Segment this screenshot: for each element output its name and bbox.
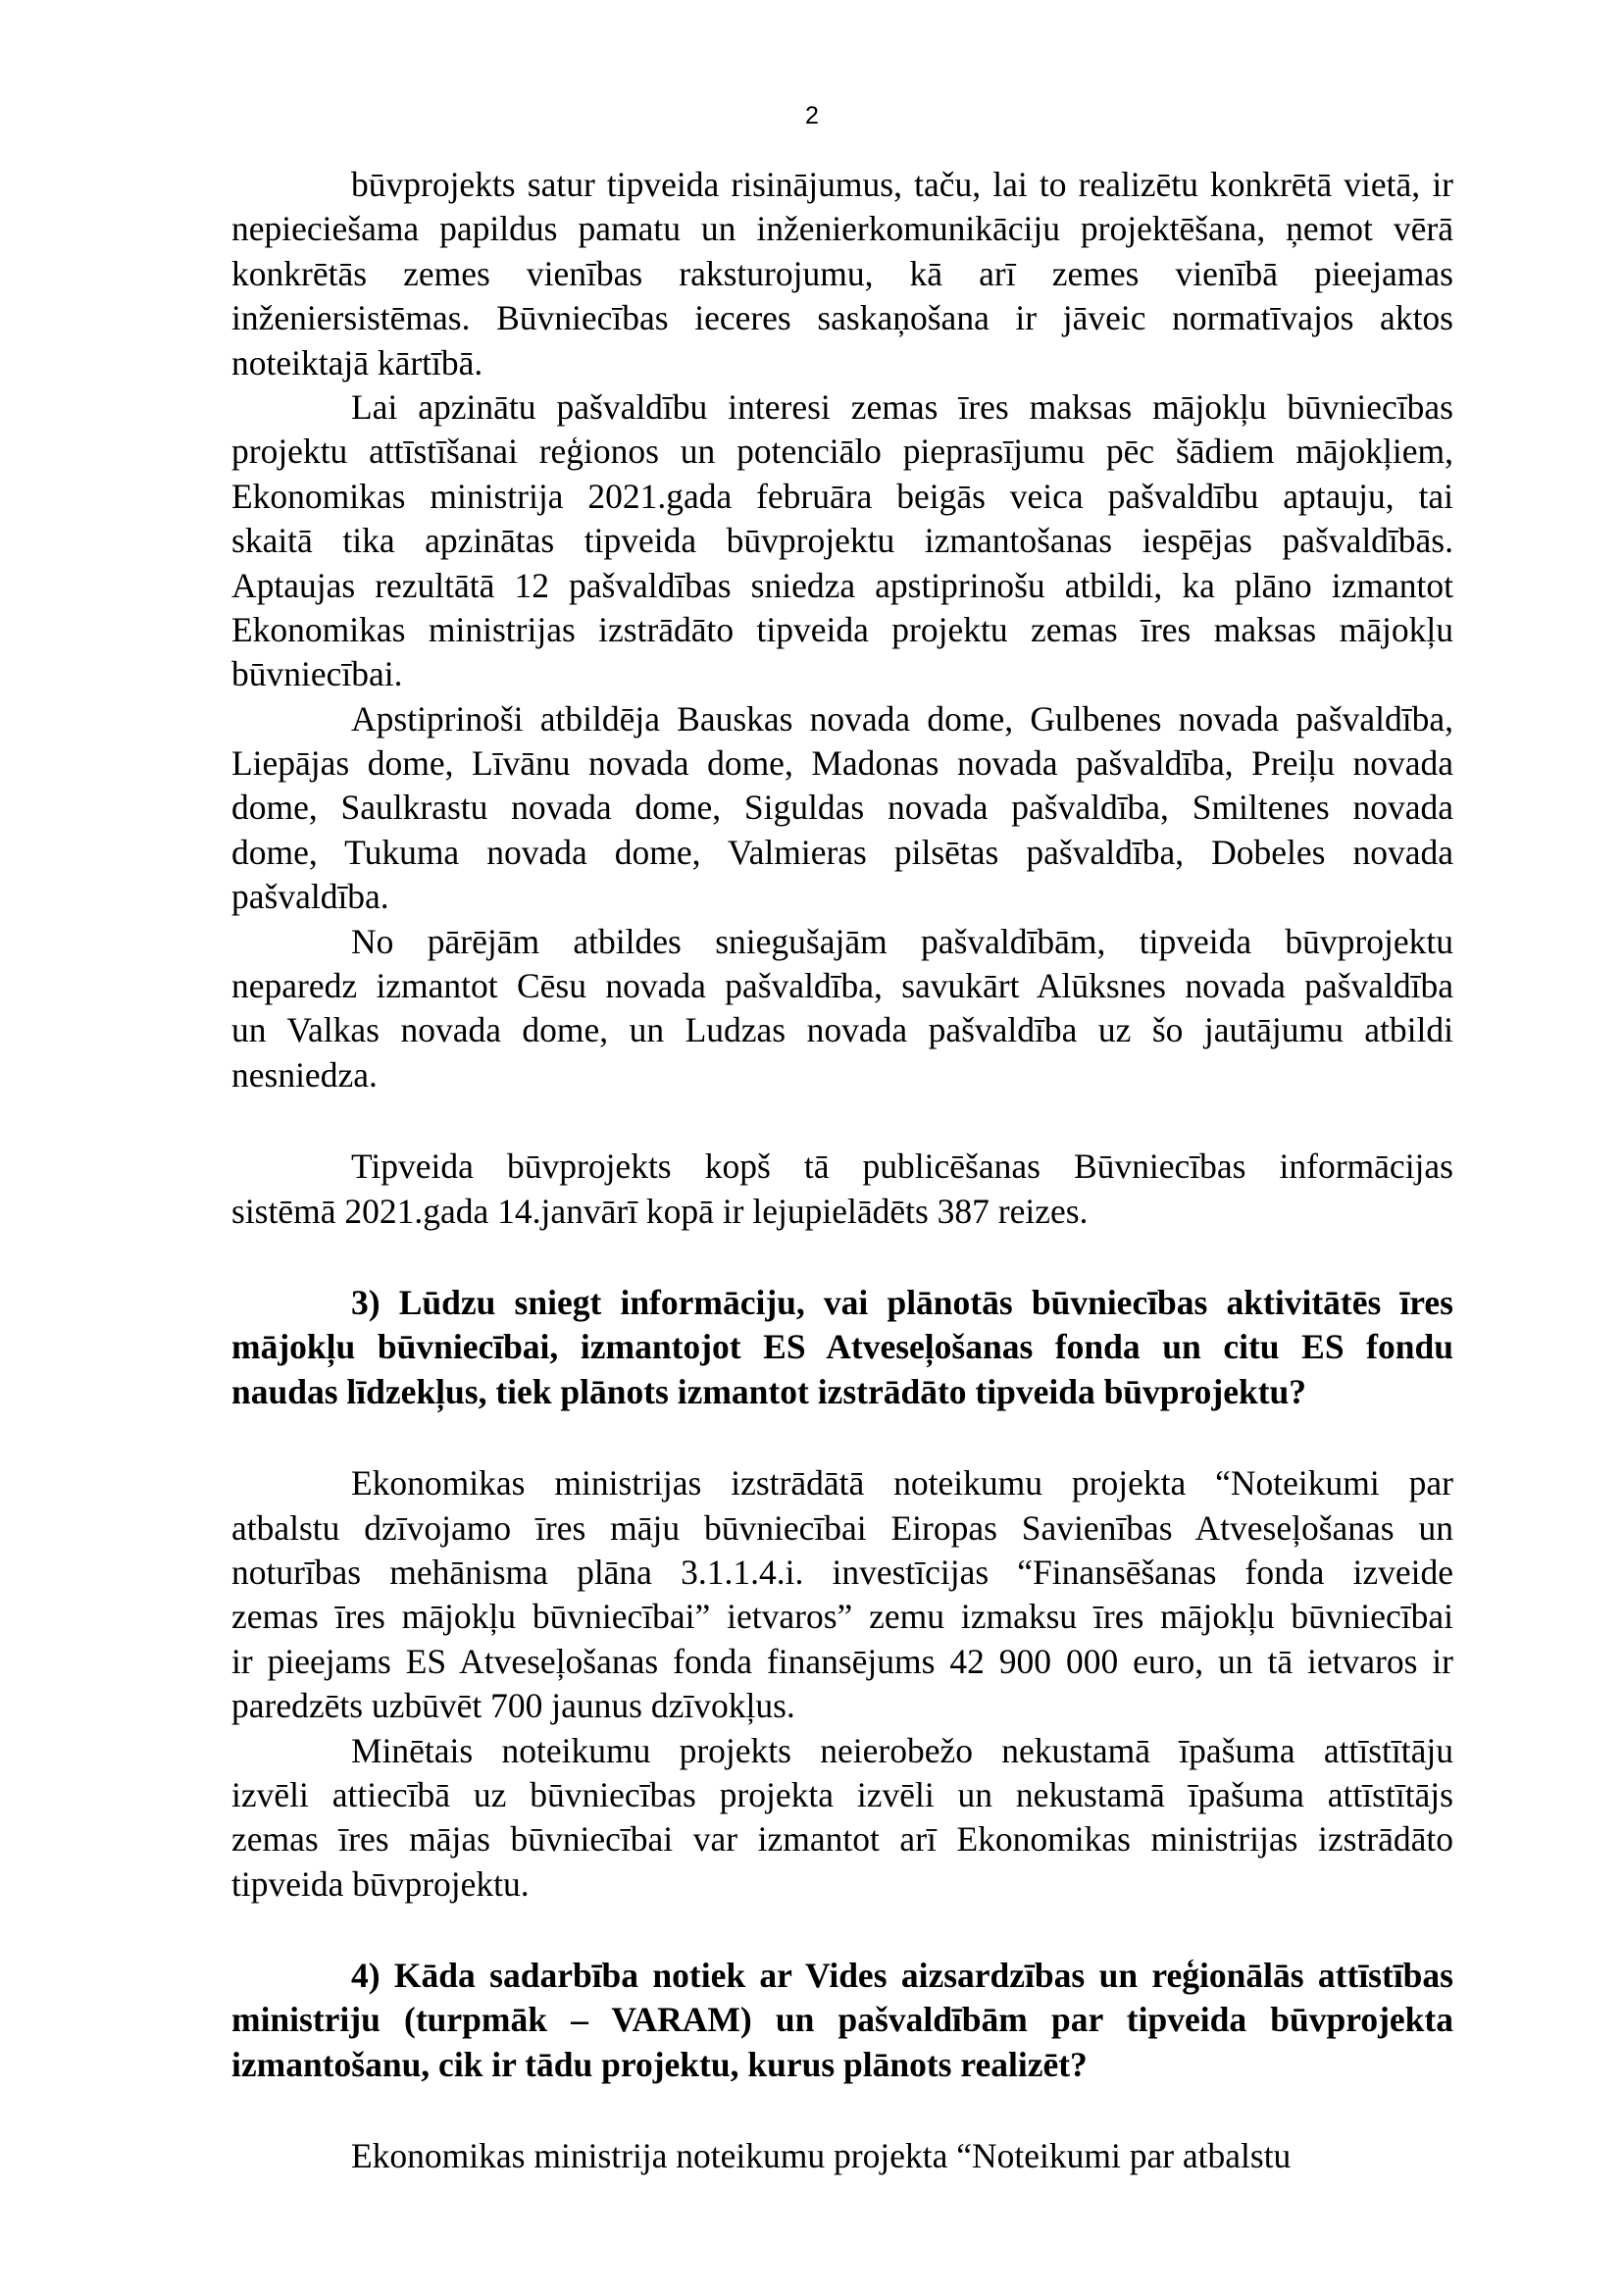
text-line: No pārējām atbildes sniegušajām pašvaldībām, tipveida būvprojektu (351, 921, 1453, 961)
text-line: un Valkas novada dome, un Ludzas novada pašvaldība uz šo jautājumu atbildi (231, 1010, 1453, 1050)
text-line: zemas īres mājokļu būvniecībai” ietvaros” zemu izmaksu īres mājokļu būvniecībai (231, 1597, 1453, 1637)
text-line: dome, Tukuma novada dome, Valmieras pilsētas pašvaldība, Dobeles novada (231, 832, 1453, 872)
text-line: dome, Saulkrastu novada dome, Siguldas novada pašvaldība, Smiltenes novada (231, 788, 1453, 828)
text-line: tipveida būvprojektu. (231, 1863, 530, 1904)
text-line: Apstiprinoši atbildēja Bauskas novada dome, Gulbenes novada pašvaldība, (351, 698, 1453, 739)
paragraph (231, 2134, 1453, 2178)
text-line: skaitā tika apzinātas tipveida būvprojektu izmantošanas iespējas pašvaldībās. (231, 521, 1453, 561)
text-line: ir pieejams ES Atveseļošanas fonda finansējums 42 900 000 euro, un tā ietvaros ir (231, 1641, 1453, 1681)
text-line: būvprojekts satur tipveida risinājumus, taču, lai to realizētu konkrētā vietā, ir (351, 165, 1453, 204)
paragraph (231, 1729, 1453, 1908)
text-line: būvniecībai. (231, 654, 403, 694)
question-heading (231, 1281, 1453, 1414)
text-line: paredzēts uzbūvēt 700 jaunus dzīvokļus. (231, 1686, 795, 1726)
text-line: Liepājas dome, Līvānu novada dome, Madonas novada pašvaldība, Preiļu novada (231, 743, 1453, 784)
paragraph (231, 1145, 1453, 1234)
text-line: neparedz izmantot Cēsu novada pašvaldība, savukārt Alūksnes novada pašvaldība (231, 966, 1453, 1006)
text-line: konkrētās zemes vienības raksturojumu, kā arī zemes vienībā pieejamas (231, 253, 1453, 293)
block-spacer (231, 1234, 1453, 1281)
text-line: Ekonomikas ministrijas izstrādātā noteikumu projekta “Noteikumi par (351, 1463, 1453, 1504)
heading-line: izmantošanu, cik ir tādu projektu, kurus plānots realizēt? (231, 2044, 1088, 2084)
text-line: nesniedza. (231, 1054, 378, 1095)
text-line: noturības mehānisma plāna 3.1.1.4.i. investīcijas “Finansēšanas fonda izveide (231, 1552, 1453, 1592)
paragraph (231, 697, 1453, 920)
text-line: nepieciešama papildus pamatu un inženierkomunikāciju projektēšana, ņemot vērā (231, 209, 1453, 249)
paragraph (231, 1461, 1453, 1728)
page-number: 2 (805, 102, 819, 129)
text-line: Lai apzinātu pašvaldību interesi zemas īres maksas mājokļu būvniecības (351, 386, 1453, 427)
text-line: izvēli attiecībā uz būvniecības projekta izvēli un nekustamā īpašuma attīstītājs (231, 1774, 1453, 1814)
document-body (231, 163, 1453, 2179)
paragraph (231, 163, 1453, 385)
text-line: Minētais noteikumu projekts neierobežo nekustamā īpašuma attīstītāju (351, 1730, 1453, 1770)
paragraph (231, 920, 1453, 1098)
text-line: noteiktajā kārtībā. (231, 342, 483, 382)
text-line: sistēmā 2021.gada 14.janvārī kopā ir lejupielādēts 387 reizes. (231, 1191, 1089, 1231)
block-spacer (231, 1414, 1453, 1461)
paragraph (231, 385, 1453, 697)
text-line: Ekonomikas ministrija noteikumu projekta “Noteikumi par atbalstu (351, 2136, 1292, 2176)
text-line: Ekonomikas ministrijas izstrādāto tipveida projektu zemas īres maksas mājokļu (231, 609, 1453, 649)
heading-line: ministriju (turpmāk – VARAM) un pašvaldībām par tipveida būvprojekta (231, 2000, 1453, 2040)
text-line: Tipveida būvprojekts kopš tā publicēšanas Būvniecības informācijas (351, 1147, 1453, 1187)
block-spacer (231, 1907, 1453, 1954)
text-line: zemas īres mājas būvniecībai var izmantot arī Ekonomikas ministrijas izstrādāto (231, 1819, 1453, 1860)
text-line: atbalstu dzīvojamo īres māju būvniecībai Eiropas Savienības Atveseļošanas un (231, 1507, 1453, 1548)
text-line: pašvaldība. (231, 877, 389, 917)
block-spacer (231, 2087, 1453, 2134)
heading-line: naudas līdzekļus, tiek plānots izmantot izstrādāto tipveida būvprojektu? (231, 1371, 1307, 1411)
block-spacer (231, 1097, 1453, 1145)
heading-line: 4) Kāda sadarbība notiek ar Vides aizsardzības un reģionālās attīstības (351, 1956, 1453, 1996)
heading-line: mājokļu būvniecībai, izmantojot ES Atveseļošanas fonda un citu ES fondu (231, 1327, 1453, 1367)
question-heading (231, 1954, 1453, 2087)
text-line: Aptaujas rezultātā 12 pašvaldības sniedza apstiprinošu atbildi, ka plāno izmantot (231, 565, 1453, 605)
text-line: inženiersistēmas. Būvniecības ieceres saskaņošana ir jāveic normatīvajos aktos (231, 298, 1453, 338)
text-line: projektu attīstīšanai reģionos un potenciālo pieprasījumu pēc šādiem mājokļiem, (231, 432, 1453, 472)
heading-line: 3) Lūdzu sniegt informāciju, vai plānotās būvniecības aktivitātēs īres (351, 1282, 1453, 1322)
text-line: Ekonomikas ministrija 2021.gada februāra beigās veica pašvaldību aptauju, tai (231, 476, 1453, 516)
